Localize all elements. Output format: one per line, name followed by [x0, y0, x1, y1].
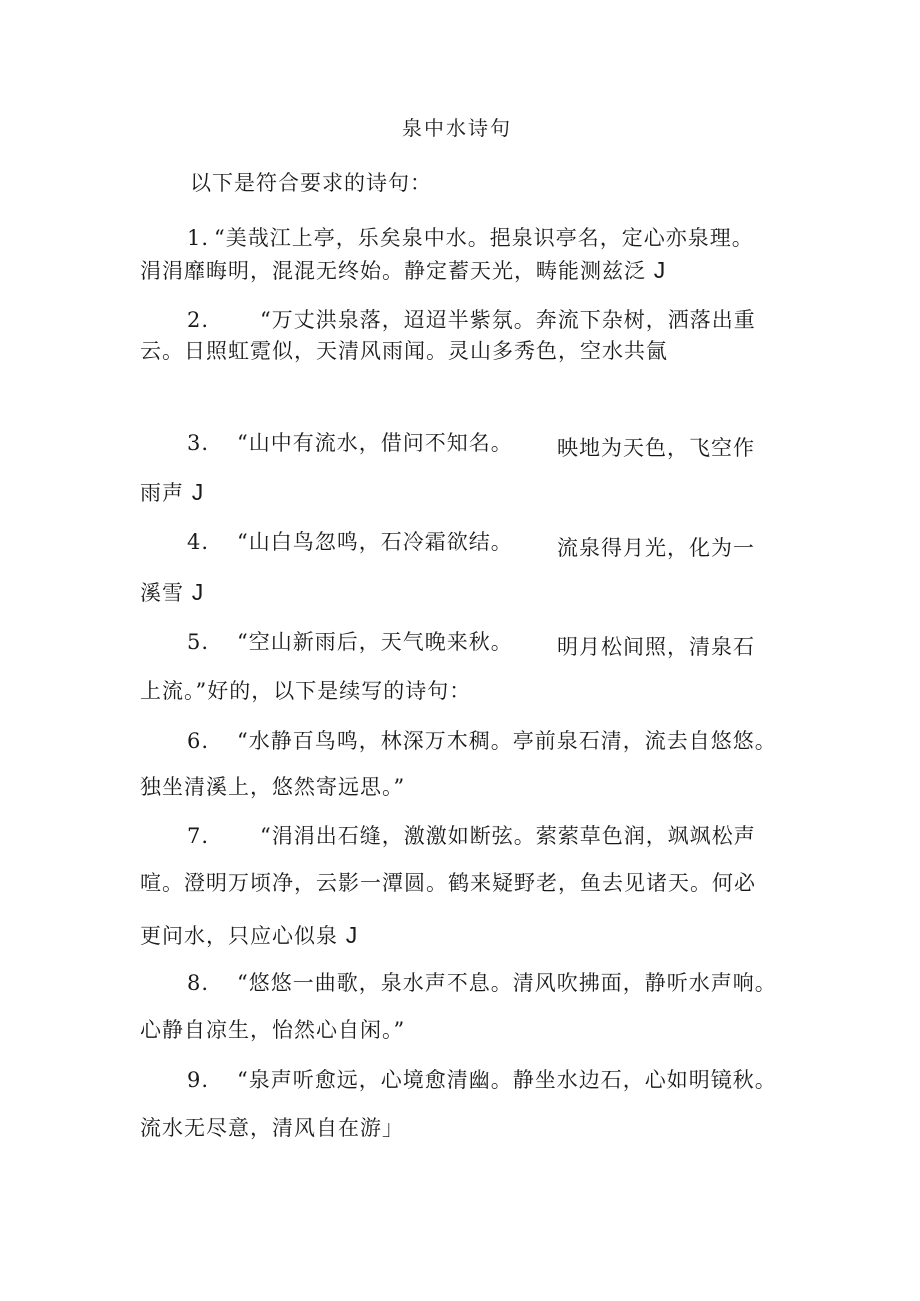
poem-line: 映地为天色，飞空作: [557, 436, 755, 460]
poem-line: 上流。”好的，以下是续写的诗句：: [140, 679, 472, 703]
poem-line: 涓涓靡晦明，混混无终始。静定蓄天光，畴能测兹泛 J: [140, 257, 667, 283]
poem-end-mark: J: [345, 922, 359, 948]
document-title: 泉中水诗句: [402, 116, 512, 140]
poem-line: 更问水，只应心似泉 J: [140, 922, 359, 948]
poem-line: 独坐清溪上，悠然寄远思。”: [140, 775, 406, 799]
poem-line: “山中有流水，借问不知名。: [237, 431, 513, 455]
poem-line: 流泉得月光，化为一: [557, 536, 755, 560]
poem-line: 心静自凉生，怡然心自闲。”: [140, 1018, 406, 1042]
poem-number: 8.: [187, 971, 210, 995]
poem-number: 5.: [187, 630, 210, 654]
poem-line: “山白鸟忽鸣，石冷霜欲结。: [237, 530, 513, 554]
poem-line: “悠悠一曲歌，泉水声不息。清风吹拂面，静听水声响。: [237, 971, 777, 995]
poem-end-mark: J: [653, 257, 667, 283]
poem-line: 喧。澄明万顷净，云影一潭圆。鹤来疑野老，鱼去见诸天。何必: [140, 871, 756, 895]
poem-line: “空山新雨后，天气晚来秋。: [237, 630, 513, 654]
poem-line: 雨声 J: [140, 479, 205, 505]
poem-end-mark: J: [191, 479, 205, 505]
poem-number: 3.: [187, 431, 210, 455]
poem-line: “万丈洪泉落，迢迢半紫氛。奔流下杂树，洒落出重: [260, 308, 756, 332]
poem-line: “水静百鸟鸣，林深万木稠。亭前泉石清，流去自悠悠。: [237, 729, 777, 753]
poem-line: 流水无尽意，清风自在游」: [140, 1116, 404, 1140]
poem-line: “泉声听愈远，心境愈清幽。静坐水边石，心如明镜秋。: [237, 1068, 777, 1092]
poem-line: 云。日照虹霓似，天清风雨闻。灵山多秀色，空水共氤: [140, 339, 668, 363]
poem-line: 明月松间照，清泉石: [557, 635, 755, 659]
poem-line: “美哉江上亭，乐矣泉中水。挹泉识亭名，定心亦泉理。: [214, 226, 754, 250]
poem-number: 1.: [187, 226, 210, 250]
poem-line: “涓涓出石缝，激激如断弦。萦萦草色润，飒飒松声: [260, 824, 756, 848]
poem-line: 溪雪 J: [140, 579, 205, 605]
poem-number: 4.: [187, 530, 210, 554]
poem-end-mark: J: [191, 579, 205, 605]
intro-text: 以下是符合要求的诗句：: [190, 171, 432, 195]
poem-number: 2.: [187, 308, 210, 332]
poem-number: 7.: [187, 824, 210, 848]
poem-number: 9.: [187, 1068, 210, 1092]
poem-number: 6.: [187, 729, 210, 753]
